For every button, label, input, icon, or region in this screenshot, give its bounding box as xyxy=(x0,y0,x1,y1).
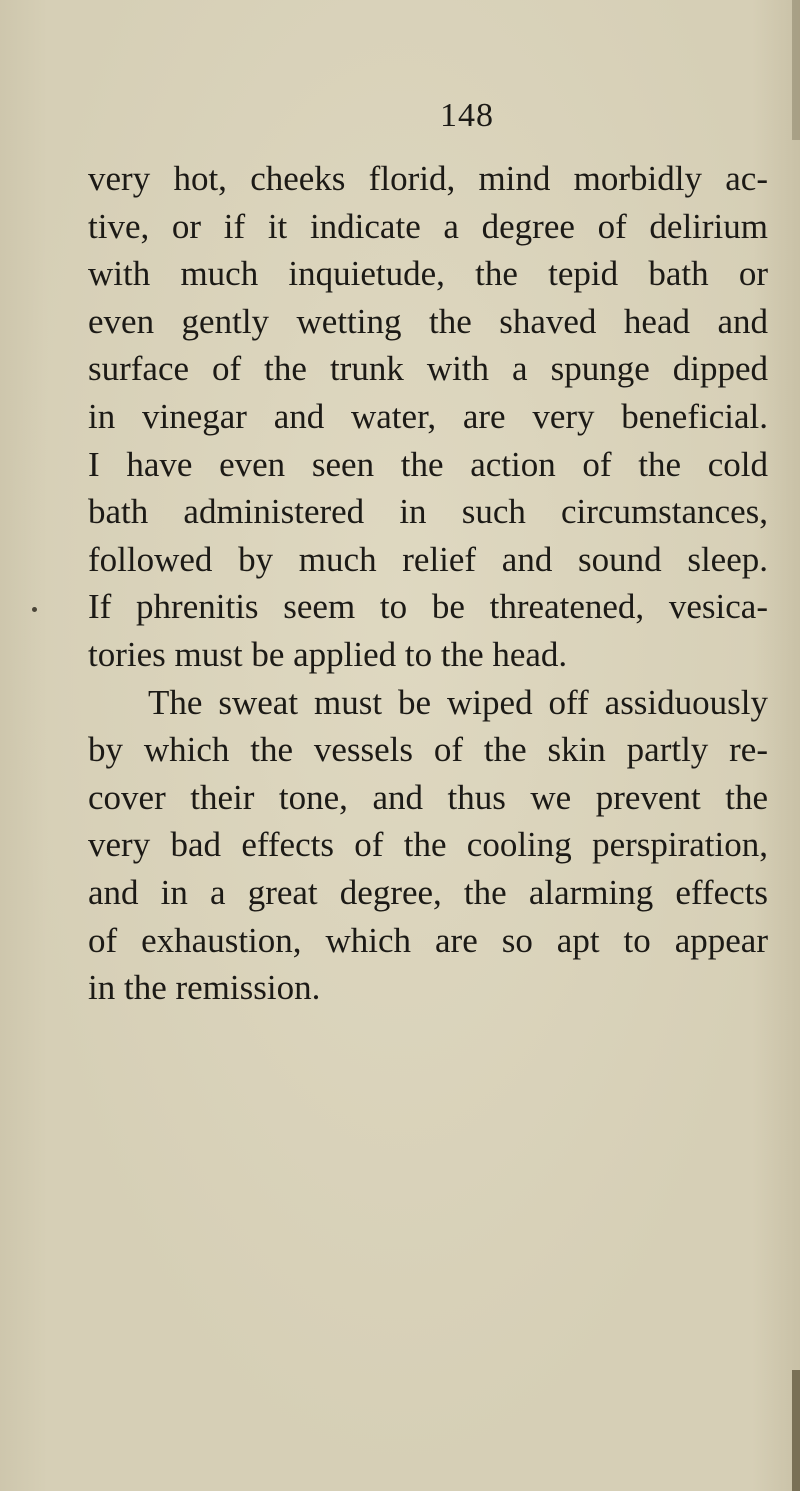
page-edge-stain xyxy=(792,1370,800,1491)
text-line: tories must be applied to the head. xyxy=(88,634,568,674)
text-line: even gently wetting the shaved head and xyxy=(88,301,768,341)
text-line: The sweat must be wiped off assiduously xyxy=(148,682,768,722)
text-line: bath administered in such circumstances, xyxy=(88,492,768,532)
text-line: with much inquietude, the tepid bath or xyxy=(88,254,768,294)
body-text xyxy=(88,155,768,1012)
text-line: surface of the trunk with a spunge dipped xyxy=(88,349,768,389)
margin-mark xyxy=(32,607,37,612)
text-line: and in a great degree, the alarming effects xyxy=(88,872,768,912)
text-line: If phrenitis seem to be threatened, vesica- xyxy=(88,587,768,627)
text-line: very hot, cheeks florid, mind morbidly ac- xyxy=(88,159,768,198)
text-line: followed by much relief and sound sleep. xyxy=(88,539,768,579)
page-number: 148 xyxy=(440,97,494,134)
text-line: in vinegar and water, are very beneficial. xyxy=(88,396,768,436)
text-line: in the remission. xyxy=(88,968,321,1008)
page-edge-stain xyxy=(792,0,800,140)
text-line: very bad effects of the cooling perspiration, xyxy=(88,825,768,865)
text-line: of exhaustion, which are so apt to appear xyxy=(88,920,768,960)
text-line: cover their tone, and thus we prevent the xyxy=(88,777,768,817)
text-line: tive, or if it indicate a degree of delirium xyxy=(88,206,768,246)
text-line: I have even seen the action of the cold xyxy=(88,444,768,484)
text-line: by which the vessels of the skin partly re- xyxy=(88,730,768,770)
